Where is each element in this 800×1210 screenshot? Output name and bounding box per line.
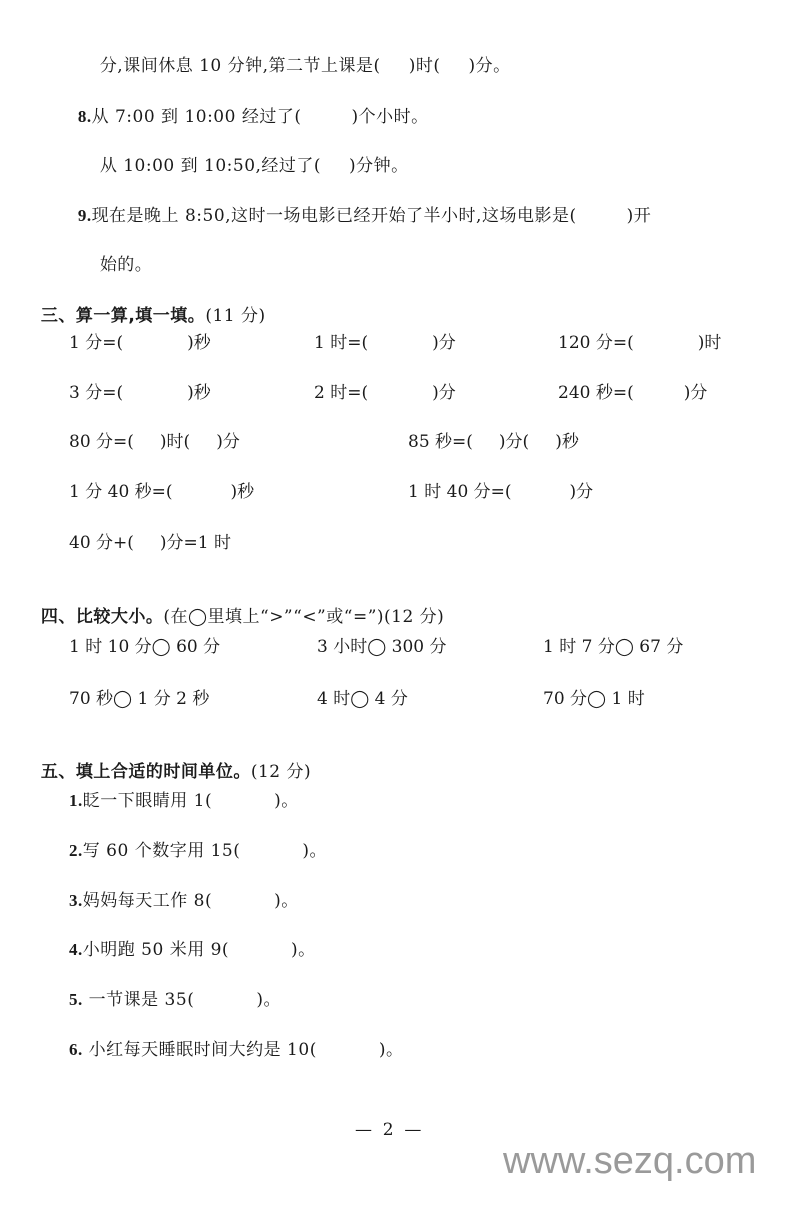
question-text: 现在是晚上 8:50,这时一场电影已经开始了半小时,这场电影是( <box>91 206 577 226</box>
unit-question-2 <box>69 840 327 862</box>
question-text: 妈妈每天工作 8( <box>82 891 213 911</box>
watermark: www.sezq.com <box>503 1140 757 1182</box>
conversion-text: 1 分 40 秒=( <box>69 482 173 502</box>
question-text: )。 <box>378 1040 404 1060</box>
section-instruction: (在◯里填上“>”“<”或“=”)(12 分) <box>163 607 445 627</box>
conversion-text: )秒 <box>187 383 211 403</box>
comparison-item <box>317 636 447 658</box>
unit-question-1 <box>69 790 299 812</box>
question-text: )。 <box>302 841 327 861</box>
comparison-left: 1 时 10 分 <box>69 637 152 657</box>
comparison-circle[interactable]: ◯ <box>151 637 171 657</box>
page-number: — 2 — <box>355 1120 422 1140</box>
conversion-item <box>69 332 211 354</box>
comparison-right: 4 分 <box>369 689 408 709</box>
question-number: 6. <box>69 1040 83 1059</box>
conversion-text: 85 秒=( <box>408 432 473 452</box>
q7-continuation <box>88 33 511 77</box>
conversion-item <box>314 332 456 354</box>
conversion-text: 2 时=( <box>314 383 369 403</box>
section-three-heading <box>28 283 266 327</box>
conversion-text: 1 时=( <box>314 333 369 353</box>
question-text: )开 <box>626 206 652 226</box>
section-points: (12 分) <box>250 762 312 782</box>
question-9-line-1 <box>66 183 651 227</box>
conversion-item <box>69 431 240 453</box>
conversion-text: )分( <box>498 432 530 452</box>
comparison-item <box>543 688 645 710</box>
conversion-item <box>558 332 721 354</box>
conversion-text: )分 <box>683 383 708 403</box>
conversion-text: )分 <box>216 432 240 452</box>
conversion-text: )时 <box>697 333 722 353</box>
question-text: 眨一下眼睛用 1( <box>82 791 213 811</box>
question-text: 一节课是 35( <box>82 990 195 1010</box>
conversion-text: 40 分+( <box>69 533 134 553</box>
conversion-text: )秒 <box>555 432 579 452</box>
conversion-text: )分 <box>432 383 456 403</box>
comparison-right: 300 分 <box>386 637 447 657</box>
question-9-line-2 <box>88 232 152 276</box>
conversion-item <box>558 382 707 404</box>
comparison-right: 67 分 <box>633 637 684 657</box>
section-five-heading <box>28 739 311 783</box>
section-points: (11 分) <box>205 306 266 326</box>
conversion-text: )分=1 时 <box>159 533 232 553</box>
comparison-left: 4 时 <box>317 689 351 709</box>
conversion-item <box>408 431 579 453</box>
conversion-item <box>69 532 231 554</box>
comparison-right: 60 分 <box>170 637 221 657</box>
question-text: 写 60 个数字用 15( <box>82 841 241 861</box>
conversion-item <box>314 382 456 404</box>
question-number: 9. <box>77 206 92 225</box>
conversion-item <box>69 481 254 503</box>
question-text: )。 <box>256 990 281 1010</box>
question-text: )个小时。 <box>351 107 429 127</box>
conversion-text: 80 分=( <box>69 432 134 452</box>
question-text: )。 <box>274 791 299 811</box>
conversion-text: 1 分=( <box>69 333 124 353</box>
unit-question-6 <box>69 1039 403 1061</box>
comparison-left: 70 分 <box>543 689 588 709</box>
conversion-item <box>69 382 211 404</box>
comparison-right: 1 时 <box>606 689 645 709</box>
conversion-text: )秒 <box>230 482 255 502</box>
comparison-circle[interactable]: ◯ <box>367 637 387 657</box>
unit-question-5 <box>69 989 281 1011</box>
comparison-left: 3 小时 <box>317 637 368 657</box>
comparison-circle[interactable]: ◯ <box>350 689 370 709</box>
comparison-circle[interactable]: ◯ <box>614 637 634 657</box>
question-number: 4. <box>69 940 83 959</box>
conversion-text: 240 秒=( <box>558 383 634 403</box>
conversion-text: 120 分=( <box>558 333 634 353</box>
question-text: )。 <box>274 891 299 911</box>
section-title: 三、算一算,填一填。 <box>40 306 206 326</box>
comparison-item <box>317 688 408 710</box>
question-text: 从 10:00 到 10:50,经过了( <box>99 156 322 176</box>
conversion-text: )时( <box>159 432 191 452</box>
question-8-line-2 <box>88 133 409 177</box>
conversion-text: 1 时 40 分=( <box>408 482 512 502</box>
section-title: 四、比较大小。 <box>40 607 164 627</box>
question-text: 从 7:00 到 10:00 经过了( <box>91 107 302 127</box>
question-number: 3. <box>69 891 83 910</box>
q7-text: )时( <box>408 56 441 76</box>
section-title: 五、填上合适的时间单位。 <box>40 762 251 782</box>
question-text: )分钟。 <box>349 156 409 176</box>
comparison-left: 1 时 7 分 <box>543 637 615 657</box>
q7-text: 分,课间休息 10 分钟,第二节上课是( <box>99 56 381 76</box>
question-text: 小红每天睡眠时间大约是 10( <box>82 1040 317 1060</box>
question-8-line-1 <box>66 84 429 128</box>
section-four-heading <box>28 584 444 628</box>
conversion-item <box>408 481 593 503</box>
comparison-item <box>69 636 220 658</box>
conversion-text: 3 分=( <box>69 383 124 403</box>
question-text: )。 <box>291 940 316 960</box>
conversion-text: )分 <box>569 482 594 502</box>
conversion-text: )分 <box>432 333 456 353</box>
question-number: 2. <box>69 841 83 860</box>
question-number: 5. <box>69 990 83 1009</box>
comparison-right: 1 分 2 秒 <box>132 689 210 709</box>
conversion-text: )秒 <box>187 333 211 353</box>
comparison-item <box>69 688 209 710</box>
comparison-circle[interactable]: ◯ <box>587 689 607 709</box>
comparison-left: 70 秒 <box>69 689 114 709</box>
comparison-item <box>543 636 683 658</box>
comparison-circle[interactable]: ◯ <box>113 689 133 709</box>
unit-question-3 <box>69 890 299 912</box>
unit-question-4 <box>69 939 316 961</box>
question-number: 8. <box>77 107 92 126</box>
q7-text: )分。 <box>468 56 511 76</box>
question-text: 始的。 <box>99 255 153 275</box>
question-text: 小明跑 50 米用 9( <box>82 940 230 960</box>
question-number: 1. <box>69 791 83 810</box>
